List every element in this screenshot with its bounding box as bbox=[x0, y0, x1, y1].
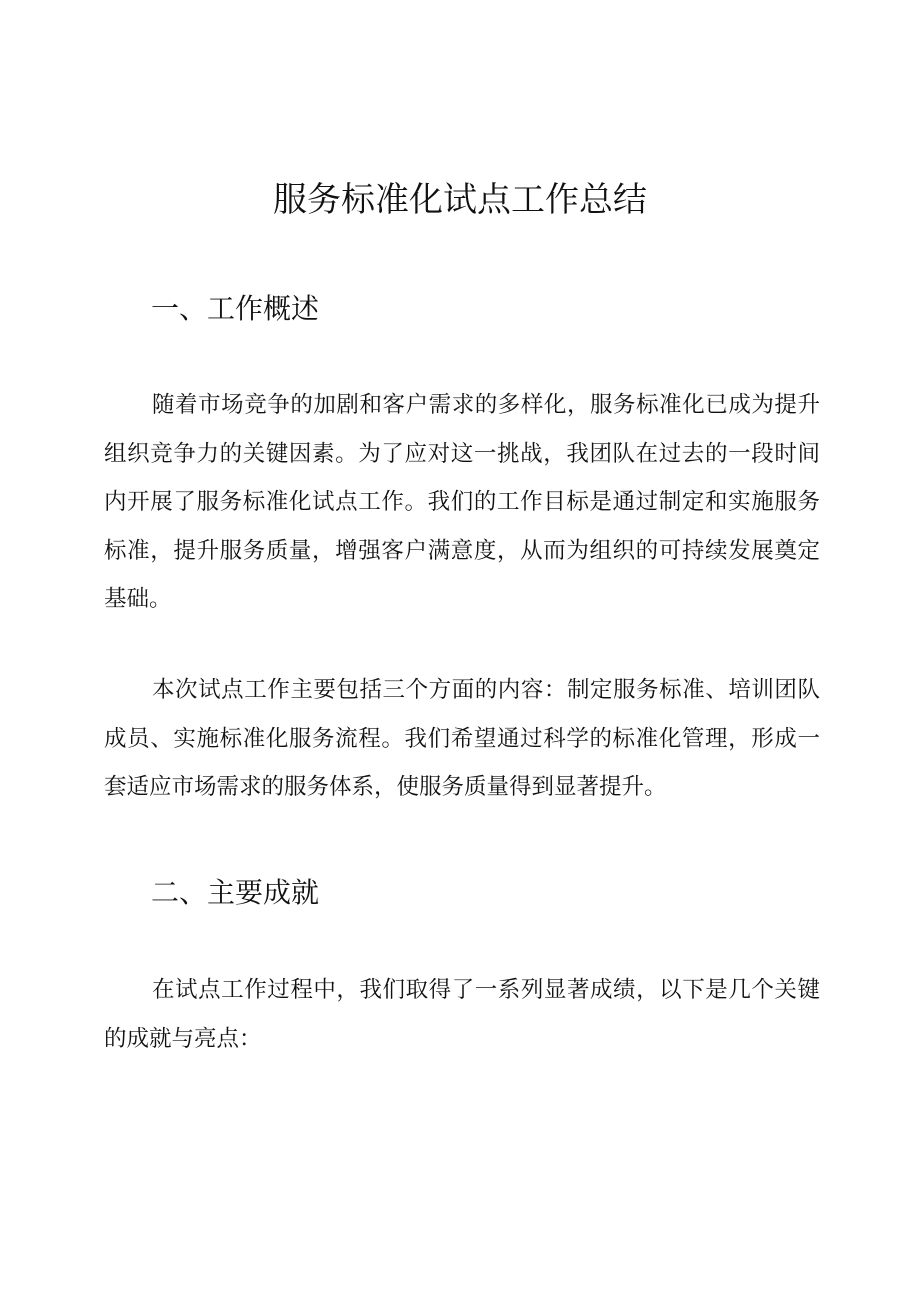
section-heading-overview: 一、工作概述 bbox=[151, 292, 320, 325]
document-title: 服务标准化试点工作总结 bbox=[273, 180, 647, 220]
paragraph-overview-1: 随着市场竞争的加剧和客户需求的多样化，服务标准化已成为提升组织竞争力的关键因素。为了应对这一挑战，我团队在过去的一段时间内开展了服务标准化试点工作。我们的工作目标是通过制定和实施服务标准，提升服务质量，增强客户满意度，从而为组织的可持续发展奠定基础。 bbox=[104, 392, 820, 612]
section-heading-achievements: 二、主要成就 bbox=[151, 876, 320, 909]
paragraph-achievements-1: 在试点工作过程中，我们取得了一系列显著成绩，以下是几个关键的成就与亮点： bbox=[104, 977, 820, 1052]
paragraph-overview-2: 本次试点工作主要包括三个方面的内容：制定服务标准、培训团队成员、实施标准化服务流程。我们希望通过科学的标准化管理，形成一套适应市场需求的服务体系，使服务质量得到显著提升。 bbox=[104, 677, 820, 800]
